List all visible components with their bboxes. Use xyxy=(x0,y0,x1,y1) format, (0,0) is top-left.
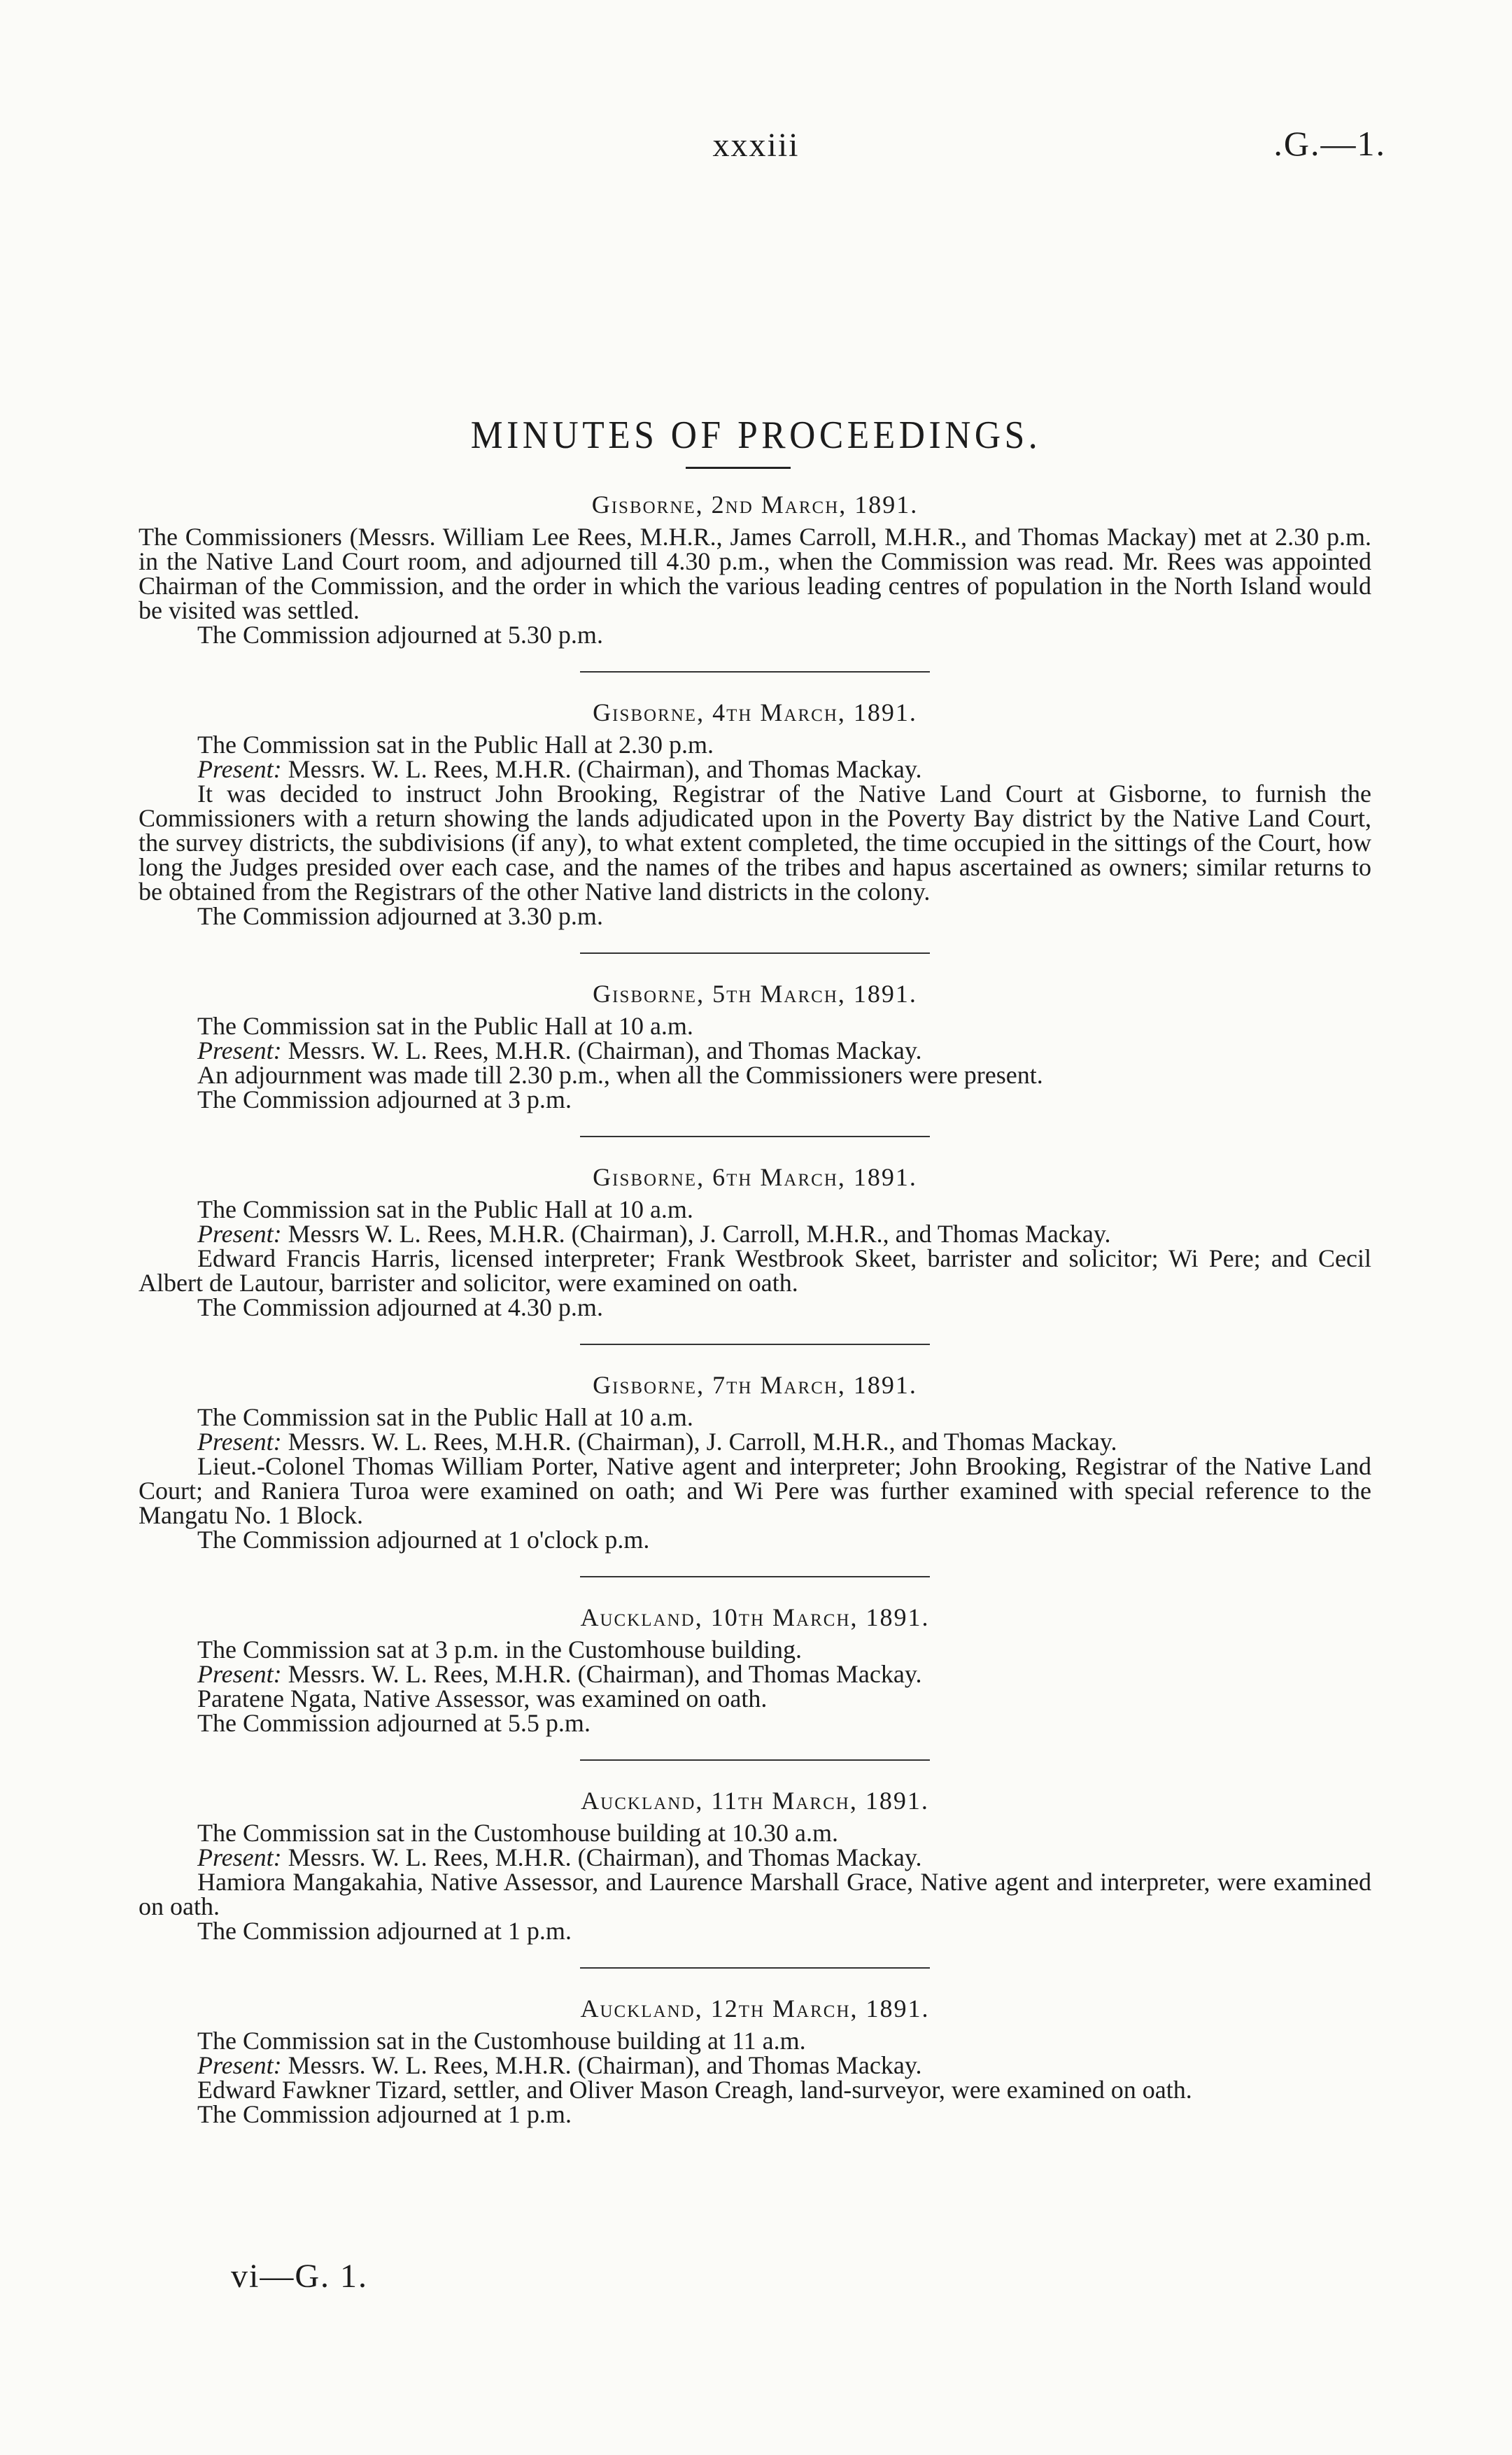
entry-heading: Auckland, 11th March, 1891. xyxy=(581,1787,929,1815)
entry-body: Hamiora Mangakahia, Native Assessor, and Laurence Marshall Grace, Native agent and interpreter, were examined on oath. xyxy=(139,1868,1371,1920)
entry-gisborne-4-march xyxy=(139,696,1371,929)
entry-heading: Gisborne, 2nd March, 1891. xyxy=(591,491,919,519)
signature-mark: vi—G. 1. xyxy=(231,2258,368,2295)
entry-adjourned: The Commission adjourned at 1 o'clock p.m. xyxy=(197,1526,650,1554)
present-label: Present: xyxy=(197,1428,282,1456)
entry-gisborne-7-march xyxy=(139,1369,1371,1552)
present-label: Present: xyxy=(197,755,282,783)
entry-heading: Auckland, 10th March, 1891. xyxy=(580,1603,930,1631)
present-names: Messrs. W. L. Rees, M.H.R. (Chairman), and Thomas Mackay. xyxy=(288,1036,922,1064)
entry-adjourned: The Commission adjourned at 5.30 p.m. xyxy=(197,621,603,649)
section-divider xyxy=(580,952,930,954)
entry-present xyxy=(139,1036,1371,1064)
entry-adjourned: The Commission adjourned at 3 p.m. xyxy=(197,1085,572,1113)
entry-body: Paratene Ngata, Native Assessor, was examined on oath. xyxy=(197,1684,768,1712)
present-label: Present: xyxy=(197,2051,282,2079)
present-names: Messrs. W. L. Rees, M.H.R. (Chairman), J. Carroll, M.H.R., and Thomas Mackay. xyxy=(288,1428,1117,1456)
entry-heading: Gisborne, 5th March, 1891. xyxy=(593,980,917,1008)
entry-sat: The Commission sat in the Public Hall at 2.30 p.m. xyxy=(197,731,714,759)
section-divider xyxy=(580,1344,930,1345)
present-names: Messrs W. L. Rees, M.H.R. (Chairman), J. Carroll, M.H.R., and Thomas Mackay. xyxy=(288,1220,1111,1248)
entry-sat: The Commission sat in the Customhouse building at 11 a.m. xyxy=(197,2027,806,2055)
minutes-entries xyxy=(139,488,1371,2127)
entry-present xyxy=(139,757,1371,782)
section-divider xyxy=(580,1136,930,1137)
entry-present xyxy=(139,1222,1371,1246)
section-divider xyxy=(580,1967,930,1969)
entry-sat: The Commission sat in the Public Hall at 10 a.m. xyxy=(197,1012,693,1040)
present-label: Present: xyxy=(197,1036,282,1064)
entry-sat: The Commission sat in the Customhouse building at 10.30 a.m. xyxy=(197,1819,838,1847)
entry-present xyxy=(139,1662,1371,1687)
entry-heading: Auckland, 12th March, 1891. xyxy=(580,1995,930,2023)
entry-body: It was decided to instruct John Brooking, Registrar of the Native Land Court at Gisborne, to furnish the Commissioners with a return showing the lands adjudicated upon in the Poverty Bay district by the Native Land Court, the survey districts, the subdivisions (if any), to what extent completed, the time occupied in the sittings of the Court, how long the Judges presided over each case, and the names of the tribes and hapus ascertained as owners; similar returns to be obtained from the Registrars of the other Native land districts in the colony. xyxy=(139,780,1371,906)
entry-adjourned: The Commission adjourned at 1 p.m. xyxy=(197,2100,572,2128)
entry-body: An adjournment was made till 2.30 p.m., when all the Commissioners were present. xyxy=(197,1061,1043,1089)
entry-gisborne-6-march xyxy=(139,1161,1371,1320)
present-label: Present: xyxy=(197,1220,282,1248)
entry-body: The Commissioners (Messrs. William Lee Rees, M.H.R., James Carroll, M.H.R., and Thomas Mackay) met at 2.30 p.m. in the Native Land Court room, and adjourned till 4.30 p.m., when the Commission was read. Mr. Rees was appointed Chairman of the Commission, and the order in which the various leading centres of population in the North Island would be visited was settled. xyxy=(139,523,1371,624)
entry-body: Lieut.-Colonel Thomas William Porter, Native agent and interpreter; John Brooking, Registrar of the Native Land Court; and Raniera Turoa were examined on oath; and Wi Pere was further examined with special reference to the Mangatu No. 1 Block. xyxy=(139,1452,1371,1529)
entry-heading: Gisborne, 4th March, 1891. xyxy=(593,698,917,726)
entry-heading: Gisborne, 6th March, 1891. xyxy=(593,1163,917,1191)
entry-gisborne-2-march xyxy=(139,488,1371,647)
title-rule xyxy=(686,467,791,469)
entry-sat: The Commission sat at 3 p.m. in the Customhouse building. xyxy=(197,1636,802,1663)
present-label: Present: xyxy=(197,1660,282,1688)
entry-present xyxy=(139,1430,1371,1454)
section-divider xyxy=(580,1759,930,1761)
entry-sat: The Commission sat in the Public Hall at 10 a.m. xyxy=(197,1195,693,1223)
entry-adjourned: The Commission adjourned at 3.30 p.m. xyxy=(197,902,603,930)
page-title: MINUTES OF PROCEEDINGS. xyxy=(470,414,1042,457)
entry-gisborne-5-march xyxy=(139,978,1371,1112)
entry-auckland-12-march xyxy=(139,1992,1371,2127)
present-names: Messrs. W. L. Rees, M.H.R. (Chairman), and Thomas Mackay. xyxy=(288,1843,922,1871)
entry-adjourned: The Commission adjourned at 4.30 p.m. xyxy=(197,1293,603,1321)
entry-heading: Gisborne, 7th March, 1891. xyxy=(593,1371,917,1399)
entry-present xyxy=(139,2053,1371,2078)
entry-auckland-10-march xyxy=(139,1601,1371,1736)
entry-adjourned: The Commission adjourned at 1 p.m. xyxy=(197,1917,572,1945)
present-names: Messrs. W. L. Rees, M.H.R. (Chairman), and Thomas Mackay. xyxy=(288,755,922,783)
entry-auckland-11-march xyxy=(139,1785,1371,1943)
section-divider xyxy=(580,671,930,673)
entry-present xyxy=(139,1845,1371,1870)
present-names: Messrs. W. L. Rees, M.H.R. (Chairman), and Thomas Mackay. xyxy=(288,2051,922,2079)
entry-adjourned: The Commission adjourned at 5.5 p.m. xyxy=(197,1709,591,1737)
entry-body: Edward Fawkner Tizard, settler, and Oliver Mason Creagh, land-surveyor, were examined on oath. xyxy=(197,2076,1192,2104)
entry-body: Edward Francis Harris, licensed interpreter; Frank Westbrook Skeet, barrister and solicitor; Wi Pere; and Cecil Albert de Lautour, barrister and solicitor, were examined on oath. xyxy=(139,1244,1371,1297)
page-number: xxxiii xyxy=(712,127,800,164)
entry-sat: The Commission sat in the Public Hall at 10 a.m. xyxy=(197,1403,693,1431)
present-label: Present: xyxy=(197,1843,282,1871)
document-code: .G.—1. xyxy=(1273,124,1386,163)
present-names: Messrs. W. L. Rees, M.H.R. (Chairman), and Thomas Mackay. xyxy=(288,1660,922,1688)
section-divider xyxy=(580,1576,930,1577)
